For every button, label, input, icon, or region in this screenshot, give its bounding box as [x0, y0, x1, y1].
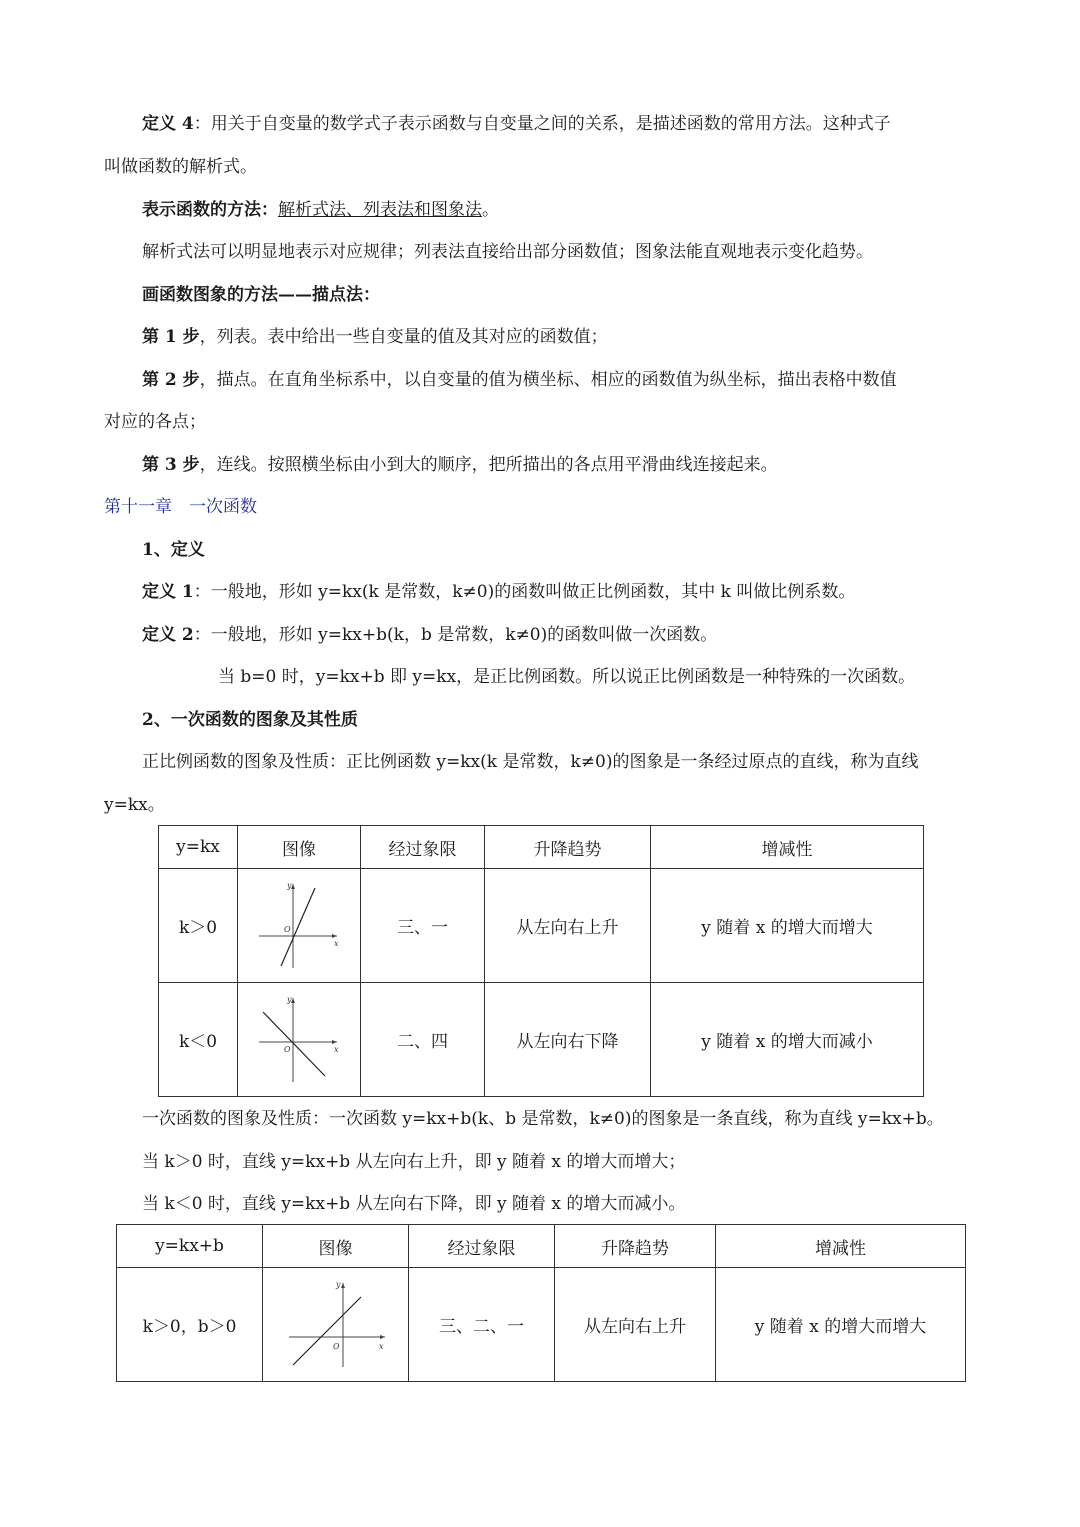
def1-line — [142, 580, 855, 604]
step-3-text: ，连线。按照横坐标由小到大的顺序，把所描出的各点用平滑曲线连接起来。 — [199, 455, 778, 475]
def4-line — [142, 112, 891, 136]
header-cell: 增减性 — [716, 1225, 966, 1268]
origin-label: O — [284, 1044, 291, 1054]
monotonic-cell: y 随着 x 的增大而减小 — [651, 983, 924, 1097]
linear-intro: 一次函数的图象及性质：一次函数 y=kx+b(k、b 是常数，k≠0)的图象是一条直线，称为直线 y=kx+b。 — [142, 1109, 944, 1129]
header-cell: 增减性 — [651, 826, 924, 869]
table-row — [159, 869, 924, 983]
proportional-table — [158, 825, 924, 1097]
def1-label: 定义 1 — [142, 582, 194, 602]
methods-end: 。 — [482, 200, 499, 220]
header-cell: 图像 — [238, 826, 361, 869]
axis-y-label: y — [287, 880, 292, 890]
cond-cell: k＜0 — [159, 983, 238, 1097]
graph-cell — [238, 869, 361, 983]
prop-intro: 正比例函数的图象及性质：正比例函数 y=kx(k 是常数，k≠0)的图象是一条经过原点的直线，称为直线 — [142, 752, 919, 772]
table-header-row — [117, 1225, 966, 1268]
methods-desc: 解析式法可以明显地表示对应规律；列表法直接给出部分函数值；图象法能直观地表示变化趋势。 — [142, 242, 873, 262]
def2-line — [142, 623, 717, 647]
methods-value: 解析式法、列表法和图象法 — [278, 200, 482, 220]
header-cell: 升降趋势 — [485, 826, 651, 869]
cond-cell: k＞0 — [159, 869, 238, 983]
sec2-heading: 2、一次函数的图象及其性质 — [142, 710, 358, 730]
def1-text: ：一般地，形如 y=kx(k 是常数，k≠0)的函数叫做正比例函数，其中 k 叫做比例系数。 — [193, 582, 856, 602]
step-1 — [142, 325, 608, 349]
chapter-title: 第十一章 一次函数 — [104, 497, 257, 517]
step-3-label: 第 3 步 — [142, 455, 200, 475]
header-cell: 经过象限 — [361, 826, 485, 869]
table-row — [159, 983, 924, 1097]
axis-y-label: y — [287, 994, 292, 1004]
linear-table — [116, 1224, 966, 1382]
trend-cell: 从左向右上升 — [485, 869, 651, 983]
quadrant-cell: 二、四 — [361, 983, 485, 1097]
methods-label: 表示函数的方法： — [142, 200, 278, 220]
header-cell: 经过象限 — [409, 1225, 555, 1268]
draw-heading: 画函数图象的方法——描点法： — [142, 285, 380, 305]
def2-note: 当 b=0 时，y=kx+b 即 y=kx，是正比例函数。所以说正比例函数是一种特殊的一次函数。 — [218, 667, 916, 687]
origin-label: O — [332, 1341, 340, 1351]
header-cell: 升降趋势 — [555, 1225, 716, 1268]
prop-intro-cont: y=kx。 — [104, 795, 165, 815]
graph-cell — [238, 983, 361, 1097]
graph-k-negative — [249, 990, 349, 1090]
linear-pos: 当 k＞0 时，直线 y=kx+b 从左向右上升，即 y 随着 x 的增大而增大； — [142, 1152, 686, 1172]
linear-neg: 当 k＜0 时，直线 y=kx+b 从左向右下降，即 y 随着 x 的增大而减小。 — [142, 1194, 686, 1214]
step-2 — [142, 368, 897, 392]
quadrant-cell: 三、二、一 — [409, 1268, 555, 1382]
step-2-label: 第 2 步 — [142, 370, 200, 390]
table-header-row — [159, 826, 924, 869]
def2-label: 定义 2 — [142, 625, 194, 645]
step-1-text: ，列表。表中给出一些自变量的值及其对应的函数值； — [199, 327, 608, 347]
def4-text: ：用关于自变量的数学式子表示函数与自变量之间的关系，是描述函数的常用方法。这种式子 — [193, 114, 891, 134]
graph-cell — [263, 1268, 409, 1382]
axis-x-label: x — [378, 1341, 384, 1351]
sec1-heading: 1、定义 — [142, 540, 205, 560]
step-2-cont: 对应的各点； — [104, 412, 206, 432]
def4-label: 定义 4 — [142, 114, 194, 134]
def2-text: ：一般地，形如 y=kx+b(k，b 是常数，k≠0)的函数叫做一次函数。 — [193, 625, 718, 645]
monotonic-cell: y 随着 x 的增大而增大 — [716, 1268, 966, 1382]
table-row — [117, 1268, 966, 1382]
trend-cell: 从左向右下降 — [485, 983, 651, 1097]
methods-line — [142, 198, 499, 222]
def4-cont: 叫做函数的解析式。 — [104, 157, 257, 177]
axis-x-label: x — [334, 1044, 339, 1054]
header-cell: y=kx — [159, 826, 238, 869]
header-cell: y=kx+b — [117, 1225, 263, 1268]
origin-label: O — [284, 924, 291, 934]
step-1-label: 第 1 步 — [142, 327, 200, 347]
cond-cell: k＞0，b＞0 — [117, 1268, 263, 1382]
graph-k-positive — [249, 876, 349, 976]
monotonic-cell: y 随着 x 的增大而增大 — [651, 869, 924, 983]
axis-y-label: y — [335, 1279, 341, 1289]
axis-x-label: x — [334, 938, 339, 948]
step-2-text: ，描点。在直角坐标系中，以自变量的值为横坐标、相应的函数值为纵坐标，描出表格中数值 — [199, 370, 897, 390]
quadrant-cell: 三、一 — [361, 869, 485, 983]
trend-cell: 从左向右上升 — [555, 1268, 716, 1382]
graph-k-positive-b-positive — [281, 1275, 391, 1375]
step-3 — [142, 453, 778, 477]
header-cell: 图像 — [263, 1225, 409, 1268]
